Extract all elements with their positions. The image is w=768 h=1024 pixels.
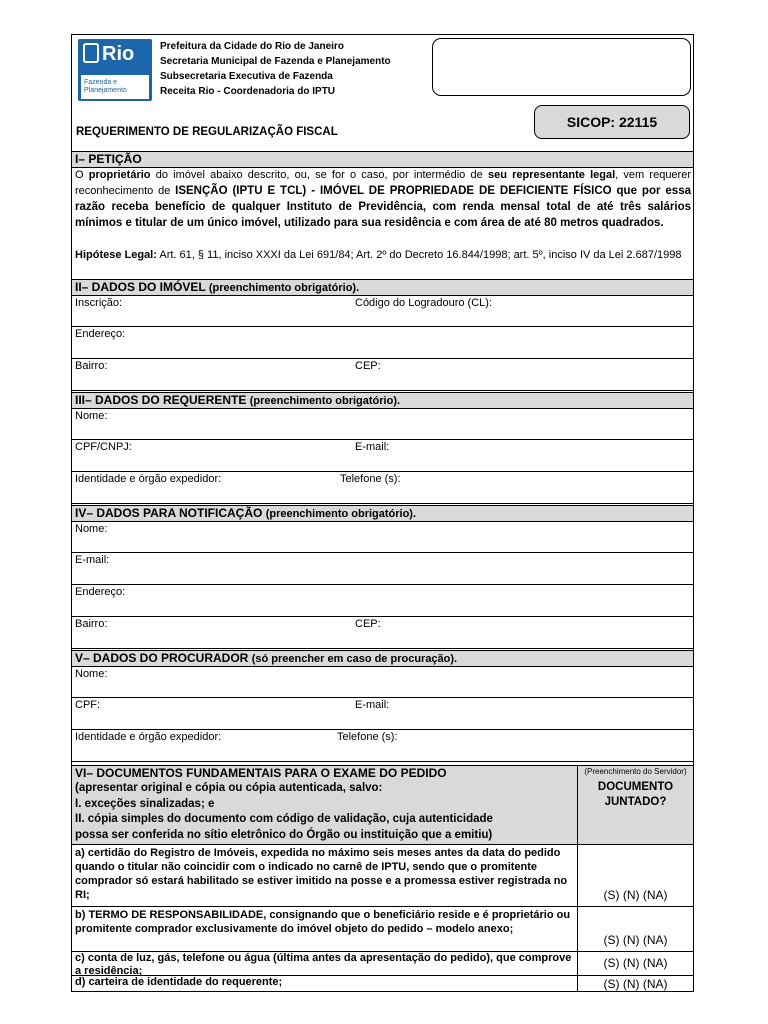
attorney-id-row[interactable] (72, 730, 693, 762)
column-title-attached: JUNTADO? (604, 796, 667, 808)
cep-label: CEP: (355, 360, 381, 372)
documents-note-line-1: (apresentar original e cópia ou cópia autenticada, salvo: (75, 782, 383, 794)
document-title: REQUERIMENTO DE REGULARIZAÇÃO FISCAL (76, 126, 338, 138)
notification-name-row[interactable] (72, 522, 693, 553)
organization-header (160, 39, 410, 99)
legal-basis: Hipótese Legal: Art. 61, § 11, inciso XXXI da Lei 691/84; Art. 2º do Decreto 16.844/1998; art. 5º, inciso IV da Lei 2.687/1998 (75, 249, 682, 261)
section-title: VI– DOCUMENTOS FUNDAMENTAIS PARA O EXAME DO PEDIDO (75, 766, 447, 780)
document-attached-options[interactable]: (S) (N) (NA) (577, 952, 693, 975)
section-applicant-header: III– DADOS DO REQUERENTE (preenchimento obrigatório). (72, 392, 693, 409)
petition-text: O proprietário do imóvel abaixo descrito, ou, se for o caso, por intermédio de seu representante legal, vem requerer reconhecimento de ISENÇÃO (IPTU E TCL) - IMÓVEL DE PROPRIEDADE DE DEFICIENTE FÍSICO que por essa razão receba benefício de qualquer Instituto de Previdência, com renda mensal total de até três salários mínimos e titular de um único imóvel, utilizado para sua residência e com área de até 80 metros quadrados. (75, 169, 691, 229)
documents-note-line-2: I. exceções sinalizadas; e (75, 797, 215, 810)
email-label: E-mail: (355, 699, 390, 711)
document-item-row (72, 976, 693, 991)
documents-note-line-4: possa ser conferida no sítio eletrônico do Órgão ou instituição que a emitiu) (75, 828, 493, 841)
cpf-label: CPF: (75, 699, 101, 711)
org-line-2: Secretaria Municipal de Fazenda e Planejamento (160, 56, 391, 67)
document-item-text: d) carteira de identidade do requerente; (75, 976, 283, 988)
servidor-note: (Preenchimento do Servidor) (584, 767, 687, 776)
nome-label: Nome: (75, 523, 108, 535)
sicop-code: SICOP: 22115 (534, 105, 690, 139)
identidade-label: Identidade e órgão expedidor: (75, 473, 222, 485)
email-label: E-mail: (75, 554, 110, 566)
identidade-label: Identidade e órgão expedidor: (75, 731, 222, 743)
attorney-name-row[interactable] (72, 667, 693, 698)
applicant-name-row[interactable] (72, 409, 693, 440)
endereco-label: Endereço: (75, 586, 126, 598)
bairro-label: Bairro: (75, 360, 108, 372)
applicant-id-row[interactable] (72, 472, 693, 504)
notification-email-row[interactable] (72, 553, 693, 585)
property-inscription-row[interactable] (72, 296, 693, 327)
org-line-3: Subsecretaria Executiva de Fazenda (160, 71, 333, 82)
regularization-form (71, 34, 694, 992)
section-property-header: II– DADOS DO IMÓVEL (preenchimento obrigatório). (72, 279, 693, 296)
document-item-row (72, 952, 693, 976)
document-attached-options[interactable]: (S) (N) (NA) (577, 845, 693, 906)
section-attorney-header: V– DADOS DO PROCURADOR (só preencher em caso de procuração). (72, 650, 693, 667)
rio-logo (78, 39, 152, 101)
logo-department: Fazenda e Planejamento (81, 75, 149, 99)
telefone-label: Telefone (s): (340, 473, 401, 485)
document-attached-options[interactable]: (S) (N) (NA) (577, 907, 693, 951)
section-notification-header: IV– DADOS PARA NOTIFICAÇÃO (preenchimento obrigatório). (72, 505, 693, 522)
document-item-text: a) certidão do Registro de Imóveis, expedida no máximo seis meses antes da data do pedido quando o titular não coincidir com o indicado no carnê de IPTU, sendo que o promitente comprador só estará habilitado se estiver imitido na posse e a promessa estiver registrada no RI; (75, 847, 568, 901)
email-label: E-mail: (355, 441, 390, 453)
endereco-label: Endereço: (75, 328, 126, 340)
documents-note-line-3: II. cópia simples do documento com código de validação, cuja autenticidade (75, 813, 493, 825)
cep-label: CEP: (355, 618, 381, 630)
telefone-label: Telefone (s): (337, 731, 398, 743)
nome-label: Nome: (75, 668, 108, 680)
city-emblem-icon (83, 43, 99, 63)
document-item-row (72, 907, 693, 952)
section-documents-header (72, 765, 577, 845)
nome-label: Nome: (75, 410, 108, 422)
document-attached-options[interactable]: (S) (N) (NA) (577, 976, 693, 991)
section-title: I– PETIÇÃO (75, 152, 142, 166)
property-address-row[interactable] (72, 327, 693, 359)
document-item-text: b) TERMO DE RESPONSABILIDADE, consignando que o beneficiário reside e é proprietário ou promitente comprador exclusivamente do imóvel objeto do pedido – modelo anexo; (75, 909, 571, 935)
section-petition-header (72, 151, 693, 168)
notification-district-row[interactable] (72, 617, 693, 649)
notification-address-row[interactable] (72, 585, 693, 617)
column-title-document: DOCUMENTO (597, 781, 674, 793)
cpf-cnpj-label: CPF/CNPJ: (75, 441, 132, 453)
document-item-row (72, 845, 693, 907)
attorney-cpf-row[interactable] (72, 698, 693, 730)
protocol-stamp-box[interactable] (432, 38, 691, 96)
property-district-row[interactable] (72, 359, 693, 391)
document-attached-column-header (577, 765, 693, 845)
org-line-1: Prefeitura da Cidade do Rio de Janeiro (160, 41, 344, 52)
inscricao-label: Inscrição: (75, 297, 123, 309)
codigo-logradouro-label: Código do Logradouro (CL): (355, 297, 492, 309)
applicant-cpf-row[interactable] (72, 440, 693, 472)
bairro-label: Bairro: (75, 618, 108, 630)
logo-text: Rio (102, 43, 135, 65)
org-line-4: Receita Rio - Coordenadoria do IPTU (160, 86, 336, 97)
document-item-text: c) conta de luz, gás, telefone ou água (última antes da apresentação do pedido), que comprove a residência; (75, 952, 572, 977)
